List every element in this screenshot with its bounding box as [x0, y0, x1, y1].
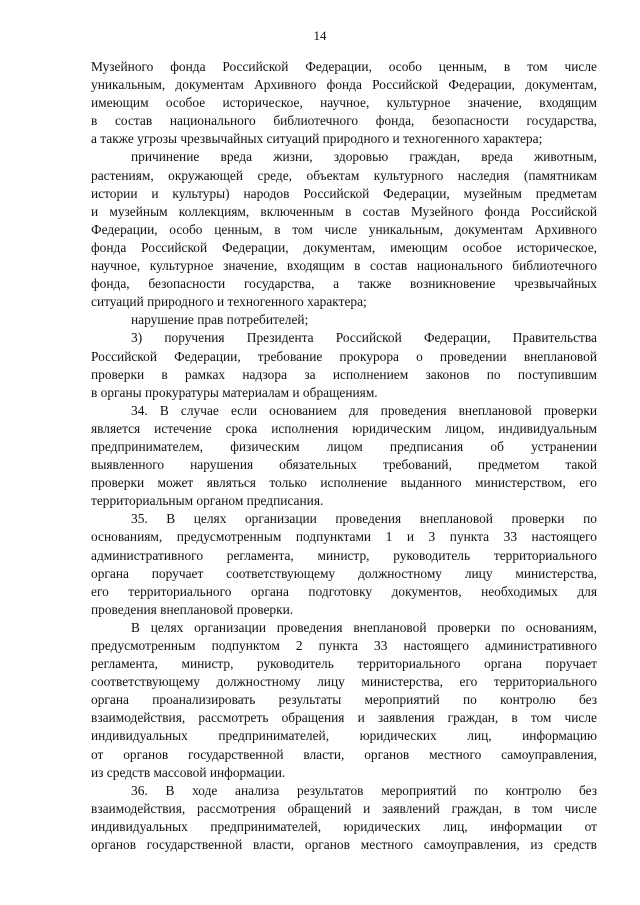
- text-line: в органы прокуратуры материалам и обращениям.: [91, 384, 378, 400]
- text-line: взаимодействия, рассмотрения обращений и заявлений граждан, в том числе: [91, 800, 597, 816]
- text-line: выявленного нарушения обязательных требований, предметом такой: [91, 457, 597, 473]
- text-line: Музейного фонда Российской Федерации, особо ценным, в том числе: [91, 59, 597, 74]
- text-line: территориальным органом предписания.: [91, 493, 324, 509]
- text-line: причинение вреда жизни, здоровью граждан, вреда животным,: [131, 149, 597, 165]
- text-line: предпринимателем, физическим лицом предписания об устранении: [91, 438, 597, 454]
- text-line: истории и культуры) народов Российской Федерации, музейным предметам: [91, 185, 597, 201]
- text-line: из средств массовой информации.: [91, 764, 286, 780]
- text-line: органа проанализировать результаты мероприятий по контролю без: [91, 692, 597, 708]
- text-line: взаимодействия, рассмотреть обращения и заявления граждан, в том числе: [91, 710, 597, 726]
- page-number: 14: [313, 28, 327, 43]
- text-line: органов государственной власти, органов местного самоуправления, из средств: [91, 837, 597, 853]
- text-line: а также угрозы чрезвычайных ситуаций природного и техногенного характера;: [91, 131, 543, 147]
- text-line: регламента, министр, руководитель территориального органа поручает: [91, 656, 597, 672]
- text-line: фонда Российской Федерации, документам, имеющим особое историческое,: [91, 239, 597, 255]
- text-line: от органов государственной власти, органов местного самоуправления,: [91, 746, 597, 762]
- text-line: 3) поручения Президента Российской Федерации, Правительства: [131, 330, 597, 346]
- text-line: научное, культурное значение, входящим в состав национального библиотечного: [91, 258, 597, 274]
- text-line: проверки в рамках надзора за исполнением законов по поступившим: [91, 366, 597, 382]
- text-line: проведения внеплановой проверки.: [91, 601, 294, 617]
- text-line: индивидуальных предпринимателей, юридических лиц, информации от: [91, 818, 597, 834]
- text-line: проверки может являться только исполнение выданного министерством, его: [91, 475, 597, 491]
- text-line: Российской Федерации, требование прокурора о проведении внеплановой: [91, 348, 597, 364]
- text-line: соответствующему должностному лицу министерства, его территориального: [91, 674, 597, 690]
- text-line: и музейным коллекциям, включенным в состав Музейного фонда Российской: [91, 203, 597, 219]
- text-line: основаниям, предусмотренным подпунктами 1 и 3 пункта 33 настоящего: [91, 529, 597, 545]
- text-line: его территориального органа подготовку документов, необходимых для: [91, 583, 597, 599]
- text-line: 34. В случае если основанием для проведения внеплановой проверки: [131, 402, 597, 418]
- body-text: [91, 58, 597, 854]
- text-line: имеющим особое историческое, научное, культурное значение, входящим: [91, 95, 597, 111]
- text-line: Федерации, особо ценным, в том числе уникальным, документам Архивного: [91, 221, 597, 237]
- text-line: индивидуальных предпринимателей, юридических лиц, информацию: [91, 728, 597, 744]
- text-line: ситуаций природного и техногенного характера;: [91, 294, 367, 310]
- text-line: 35. В целях организации проведения внеплановой проверки по: [131, 511, 597, 527]
- text-line: растениям, окружающей среде, объектам культурного наследия (памятникам: [91, 167, 597, 183]
- text-line: фонда, безопасности государства, а также возникновение чрезвычайных: [91, 276, 597, 292]
- text-line: является истечение срока исполнения юридическим лицом, индивидуальным: [91, 420, 597, 436]
- text-line: предусмотренным подпунктом 2 пункта 33 настоящего административного: [91, 638, 597, 653]
- text-line: административного регламента, министр, руководитель территориального: [91, 547, 597, 563]
- text-line: в состав национального библиотечного фонда, безопасности государства,: [91, 113, 597, 129]
- text-line: В целях организации проведения внеплановой проверки по основаниям,: [131, 619, 597, 635]
- text-line: 36. В ходе анализа результатов мероприятий по контролю без: [131, 782, 597, 798]
- text-line: нарушение прав потребителей;: [131, 312, 309, 328]
- text-line: органа поручает соответствующему должностному лицу министерства,: [91, 565, 597, 581]
- text-line: уникальным, документам Архивного фонда Российской Федерации, документам,: [91, 77, 597, 93]
